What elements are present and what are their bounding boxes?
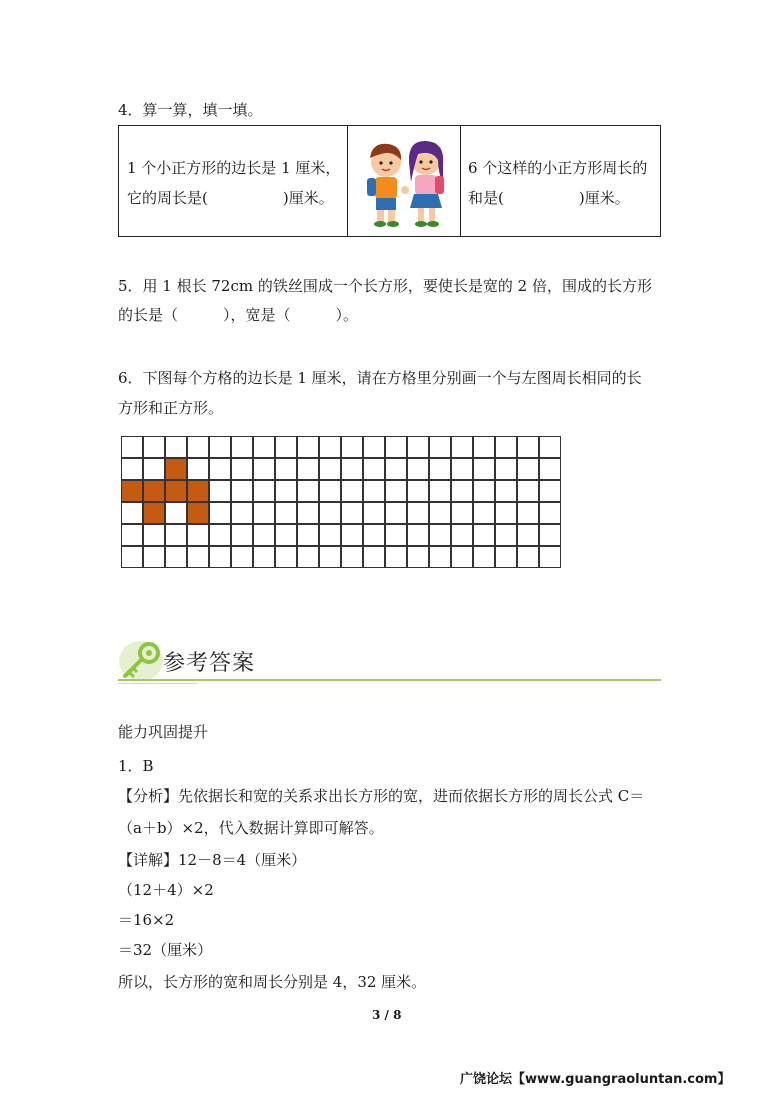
q4-cell-left <box>119 126 348 236</box>
grid-cell <box>231 436 253 458</box>
grid-cell <box>517 502 539 524</box>
grid-cell <box>429 436 451 458</box>
grid-cell <box>407 524 429 546</box>
grid-cell <box>275 502 297 524</box>
grid-cell <box>253 524 275 546</box>
grid-cell <box>385 502 407 524</box>
grid-cell <box>319 458 341 480</box>
detail-line2: （12＋4）×2 <box>118 881 214 899</box>
q4-table <box>118 125 661 237</box>
grid-cell <box>297 458 319 480</box>
grid-cell <box>165 524 187 546</box>
answer-1-label: 1．B <box>118 757 154 775</box>
grid-cell <box>385 480 407 502</box>
grid-cell <box>429 502 451 524</box>
grid-cell <box>341 458 363 480</box>
grid-cell <box>407 546 429 568</box>
grid-cell <box>539 436 561 458</box>
grid-cell <box>539 546 561 568</box>
q4-cell-right-line1: 6 个这样的小正方形周长的 <box>468 159 648 177</box>
q4-cell-image <box>348 126 461 236</box>
grid-cell <box>385 546 407 568</box>
grid-cell <box>495 524 517 546</box>
grid-cell <box>231 524 253 546</box>
grid-cell <box>539 480 561 502</box>
answers-title: 参考答案 <box>163 651 256 676</box>
answers-divider <box>118 679 661 681</box>
q5-line2: 的长是（ ），宽是（ ）。 <box>118 306 359 324</box>
detail-line3: ＝16×2 <box>118 911 175 929</box>
grid-cell <box>275 524 297 546</box>
grid-cell <box>187 436 209 458</box>
grid-cell <box>495 502 517 524</box>
grid-cell <box>451 480 473 502</box>
grid-cell <box>451 524 473 546</box>
grid-cell-filled <box>187 502 209 524</box>
grid-cell-filled <box>143 480 165 502</box>
grid-cell <box>121 458 143 480</box>
grid-cell-filled <box>143 502 165 524</box>
grid-cell <box>297 436 319 458</box>
grid-cell <box>473 524 495 546</box>
grid-cell <box>121 436 143 458</box>
grid-cell-filled <box>121 480 143 502</box>
grid-cell <box>187 546 209 568</box>
grid-cell <box>319 502 341 524</box>
grid-cell <box>495 458 517 480</box>
grid-cell <box>297 502 319 524</box>
grid-cell <box>143 458 165 480</box>
grid-cell <box>209 480 231 502</box>
grid-cell <box>165 436 187 458</box>
analysis-line1: 【分析】先依据长和宽的关系求出长方形的宽，进而依据长方形的周长公式 C＝ <box>118 787 645 805</box>
grid-cell <box>385 524 407 546</box>
q4-cell-left-line1: 1 个小正方形的边长是 1 厘米， <box>127 159 341 177</box>
grid-cell <box>473 546 495 568</box>
grid-cell <box>539 524 561 546</box>
section-heading: 能力巩固提升 <box>118 723 209 741</box>
grid-cell <box>143 436 165 458</box>
page-number: 3 / 8 <box>372 1008 402 1022</box>
grid-cell <box>363 436 385 458</box>
grid-cell <box>121 546 143 568</box>
grid-cell <box>341 480 363 502</box>
grid-cell <box>495 546 517 568</box>
conclusion-line: 所以，长方形的宽和周长分别是 4，32 厘米。 <box>118 973 427 991</box>
grid-cell <box>451 436 473 458</box>
key-icon <box>117 637 165 683</box>
grid-cell <box>253 502 275 524</box>
site-footer: 广饶论坛【www.guangraoluntan.com】 <box>460 1072 731 1087</box>
grid-cell <box>275 458 297 480</box>
grid-cell <box>407 458 429 480</box>
grid-cell <box>363 480 385 502</box>
grid-cell <box>385 436 407 458</box>
grid-cell <box>429 524 451 546</box>
grid-cell <box>517 546 539 568</box>
q6-line2: 方形和正方形。 <box>118 399 224 417</box>
grid-cell <box>319 436 341 458</box>
answers-divider-accent <box>118 683 198 684</box>
grid-cell <box>407 436 429 458</box>
grid-cell <box>363 524 385 546</box>
grid-cell <box>363 502 385 524</box>
grid-cell <box>495 480 517 502</box>
grid-cell <box>429 458 451 480</box>
grid-cell <box>297 480 319 502</box>
grid-cell <box>473 436 495 458</box>
grid-cell <box>121 502 143 524</box>
q6-line1: 6．下图每个方格的边长是 1 厘米，请在方格里分别画一个与左图周长相同的长 <box>118 369 642 387</box>
grid-cell <box>363 546 385 568</box>
q4-cell-left-line2: 它的周长是( )厘米。 <box>127 189 334 207</box>
grid-cell <box>517 480 539 502</box>
grid-cell <box>451 458 473 480</box>
grid-cell <box>275 436 297 458</box>
grid-cell <box>429 480 451 502</box>
grid-cell <box>495 436 517 458</box>
grid-cell <box>319 524 341 546</box>
square-grid <box>121 436 562 569</box>
grid-cell <box>253 546 275 568</box>
grid-cell <box>231 458 253 480</box>
grid-cell <box>517 458 539 480</box>
grid-cell <box>473 502 495 524</box>
q5-line1: 5．用 1 根长 72cm 的铁丝围成一个长方形，要使长是宽的 2 倍，围成的长方形 <box>118 277 652 295</box>
grid-cell <box>539 502 561 524</box>
grid-cell <box>187 524 209 546</box>
grid-cell <box>341 502 363 524</box>
grid-cell <box>209 502 231 524</box>
grid-cell <box>253 480 275 502</box>
grid-cell <box>473 480 495 502</box>
grid-cell <box>275 546 297 568</box>
grid-cell <box>429 546 451 568</box>
grid-cell <box>341 546 363 568</box>
grid-cell <box>275 480 297 502</box>
grid-cell <box>143 546 165 568</box>
analysis-line2: （a＋b）×2，代入数据计算即可解答。 <box>118 819 384 837</box>
grid-cell <box>297 524 319 546</box>
grid-cell <box>407 502 429 524</box>
detail-line1: 【详解】12－8＝4（厘米） <box>118 851 307 869</box>
grid-cell <box>319 480 341 502</box>
grid-cell <box>341 436 363 458</box>
grid-cell <box>297 546 319 568</box>
grid-cell <box>187 458 209 480</box>
grid-cell <box>407 480 429 502</box>
children-walking-illustration <box>348 126 461 236</box>
grid-cell <box>451 546 473 568</box>
grid-cell <box>319 546 341 568</box>
grid-cell <box>143 524 165 546</box>
grid-cell <box>451 502 473 524</box>
grid-cell <box>539 458 561 480</box>
grid-cell-filled <box>165 480 187 502</box>
grid-cell <box>385 458 407 480</box>
grid-cell <box>341 524 363 546</box>
grid-cell <box>517 524 539 546</box>
grid-cell <box>165 546 187 568</box>
grid-cell <box>121 524 143 546</box>
grid-cell <box>165 502 187 524</box>
grid-cell <box>473 458 495 480</box>
grid-cell <box>517 436 539 458</box>
grid-cell <box>209 524 231 546</box>
q4-cell-right-line2: 和是( )厘米。 <box>468 189 630 207</box>
grid-cell-filled <box>187 480 209 502</box>
q4-title: 4．算一算，填一填。 <box>118 101 263 119</box>
grid-cell <box>231 502 253 524</box>
grid-cell <box>363 458 385 480</box>
grid-cell <box>209 546 231 568</box>
grid-cell <box>231 546 253 568</box>
grid-cell <box>231 480 253 502</box>
detail-line4: ＝32（厘米） <box>118 941 213 959</box>
grid-cell <box>209 436 231 458</box>
q4-cell-right <box>461 126 660 236</box>
grid-cell <box>253 436 275 458</box>
grid-cell <box>209 458 231 480</box>
grid-cell-filled <box>165 458 187 480</box>
grid-cell <box>253 458 275 480</box>
